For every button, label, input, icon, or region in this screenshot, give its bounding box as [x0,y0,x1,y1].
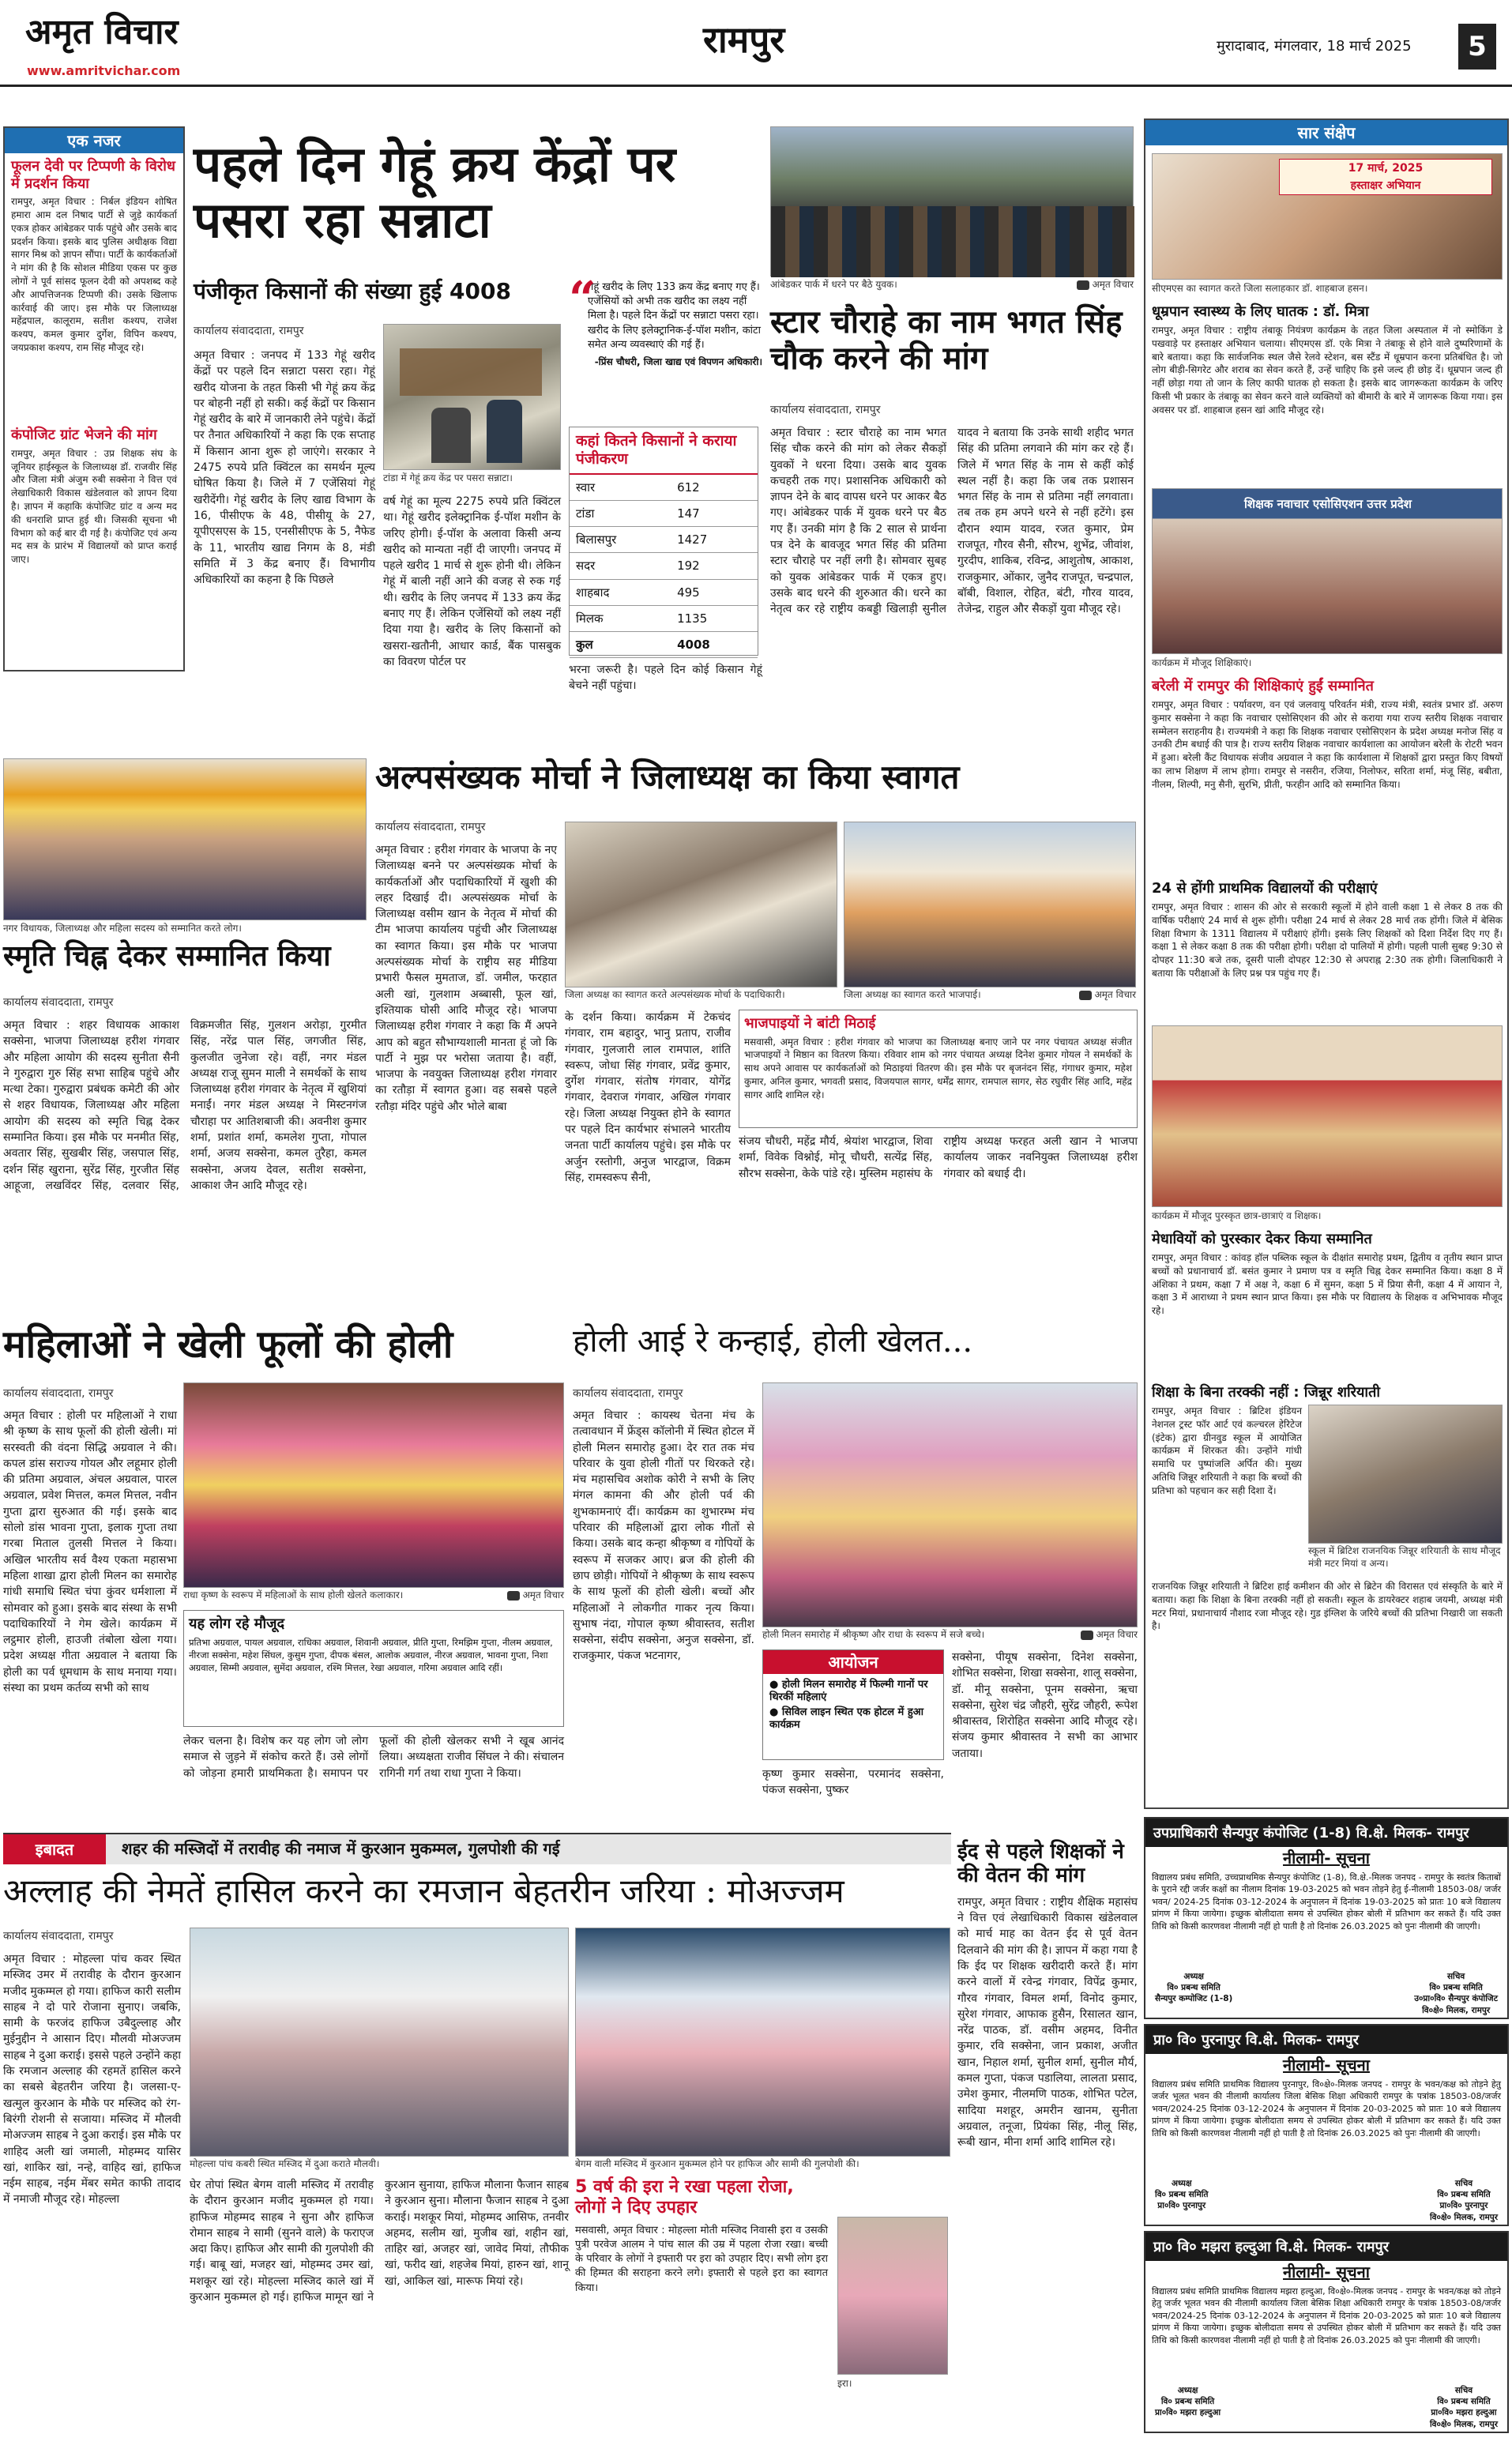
byline: कार्यालय संवाददाता, रामपुर [194,325,304,337]
notice-signatures [1145,2176,1507,2225]
notice-text: विद्यालय प्रबंध समिति प्राथमिक विद्यालय मझरा हल्दुआ, वि०क्षे०-मिलक जनपद - रामपुर के भवन/कक्ष को तोड़ने हेतु जर्जर भूलत भवन की नीलामी कार्यालय जिला बेसिक शिक्षा अधिकारी रामपुर के पत्रांक 18503-08/जर्जर भवन/2024-25 दिनांक 03-12-2024 के अनुपालन में दिनांक 20-03-2025 को प्रातः 10 बजे विद्यालय प्रांगण में किया जायेगा। इच्छुक बोलीदाता समय से उपस्थित होकर बोली में प्रतिभाग कर सकते हैं। यदि उक्त तिथि को किसी कारणवश नीलामी नहीं हो पाती है तो दिनांक 26.03.2025 को पुनः नीलामी की जाएगी। [1152,2286,1501,2345]
ek-nazar-box [3,126,185,671]
brief-text: राजनयिक जिन्नूर शरियाती ने ब्रिटिश हाई कमीशन की ओर से ब्रिटेन की विरासत एवं संस्कृति के बारे में बताया। कहा कि शिक्षा के बिना तरक्की नहीं हो सकती। स्कूल के डायरेक्टर शहाब जयमी, अध्यक्ष मंत्री मटर मियां, प्रधानाचार्य नौशाद रजा मौजूद रहे। गुड इंग्लिश के जरिये बच्चों की प्रतिभा निखारी जा सकती है। [1152,1581,1503,1632]
brief-title: मेधावियों को पुरस्कार देकर किया सम्मानित [1152,1231,1372,1247]
table-row [570,579,758,605]
notice-text: विद्यालय प्रबंध समिति, उच्चप्राथमिक सैन्यपुर कंपोजिट (1-8), वि.क्षे.-मिलक जनपद - रामपुर के स्वतंत्र किताबों के पुराने रद्दी जर्जर कक्षों का नीलाम दिनांक 19-03-2025 को भवन तोड़ने हेतु ई-नीलामी 18503-08/ जर्जर भवन/ 2024-25 दिनांक 03-12-2024 के अनुपालन में दिनांक 19-03-2025 को प्रातः 10 बजे विद्यालय प्रांगण में किया जायेगा। इच्छुक बोलीदाता समय से उपस्थित होकर बोली में प्रतिभाग कर सकते हैं। यदि उक्त तिथि को किसी कारणवश नीलामी नहीं हो पाती है तो दिनांक 26.03.2025 को पुनः नीलामी की जाएगी। [1152,1872,1501,1932]
ibadat-tag: इबादत [3,1834,106,1864]
news-brief-text: रामपुर, अमृत विचार : निर्बल इंडियन शोषित हमारा आम दल निषाद पार्टी से जुड़े कार्यकर्ता एकत्र होकर आंबेडकर पार्क पहुंचे और उसके बाद प्रदर्शन किया। इसके बाद पुलिस अधीक्षक विद्या सागर मिश्र को ज्ञापन सौंपा। पार्टी के कार्यकर्ताओं ने मांग की है कि सोशल मीडिया एकस पर कुछ लोगों ने पूर्व सांसद फूलन देवी को अपशब्द कहे और आपत्तिजनक टिप्पणी की। उसके खिलाफ कार्रवाई की जाए। इस मौके पर जिलाध्यक्ष महेंद्रपाल, कालूराम, सतीश कश्यप, राजेश कश्यप, कमल कुमार दुर्गेश, विपिन कश्यप, जयप्रकाश कश्यप, राम सिंह मौजूद रहे। [11,196,177,353]
table-row [570,500,758,526]
brief-text: रामपुर, अमृत विचार : ब्रिटिश इंडियन नेशनल ट्रस्ट फॉर आर्ट एवं कल्चरल हेरिटेज (इंटेक) द्वारा ग्रीनवुड स्कूल में आयोजित कार्यक्रम में शिरकत की। उन्होंने गांधी समाधि पर पुष्पांजलि अर्पित की। मुख्य अतिथि जिन्नूर शरियाती ने कहा कि बच्चों की प्रतिभा को पहचान कर सही दिशा दें। [1152,1405,1302,1496]
auction-notice [1144,2231,1509,2433]
signature-right: सचिव वि० प्रबन्ध समिति उ०प्रा०वि० सैन्यपुर कंपोजिट वि०क्षे० मिलक, रामपुर [1414,1972,1498,2015]
krishna-radha-photo [762,1382,1138,1627]
camera-icon [1081,1631,1093,1640]
quote-author: -प्रिंस चौधरी, जिला खाद्य एवं विपणन अधिकारी। [594,355,762,367]
quote-icon: “ [569,272,596,327]
byline: कार्यालय संवाददाता, रामपुर [573,1387,683,1400]
table-cell: टांडा [570,500,671,526]
notice-text: विद्यालय प्रबंध समिति प्राथमिक विद्यालय पुरनापुर, वि०क्षे०-मिलक जनपद - रामपुर के भवन/कक्ष को तोड़ने हेतु जर्जर भूलत भवन की नीलामी कार्यालय जिला बेसिक शिक्षा अधिकारी रामपुर के पत्रांक 18503-08/जर्जर भवन/2024-25 दिनांक 03-12-2024 के अनुपालन में दिनांक 20-03-2025 को प्रातः 10 बजे विद्यालय प्रांगण में किया जायेगा। इच्छुक बोलीदाता समय से उपस्थित होकर बोली में प्रतिभाग कर सकते हैं। यदि उक्त तिथि को किसी कारणवश नीलामी नहीं हो पाती है तो दिनांक 26.03.2025 को पुनः नीलामी की जाएगी। [1152,2079,1501,2138]
byline: कार्यालय संवाददाता, रामपुर [3,1387,114,1400]
photo-caption: जिला अध्यक्ष का स्वागत करते भाजपाई। [844,989,981,1000]
bjp-welcome-photo [844,822,1136,987]
notice-title: नीलामी- सूचना [1283,2056,1370,2074]
table-cell: स्वार [570,475,671,501]
mosque-gulposhi-photo [575,1928,950,2157]
attendees-list: प्रतिभा अग्रवाल, पायल अग्रवाल, राधिका अग्रवाल, शिवानी अग्रवाल, प्रीति गुप्ता, रिमझिम गुप्ता, नीलम अग्रवाल, नीरजा सक्सेना, महेश सिंघल, कुसुम गुप्ता, दीपक बंसल, आलोक अग्रवाल, नीरज अग्रवाल, भावना गुप्ता, निशा अग्रवाल, सिम्मी अग्रवाल, सुमेंदा अग्रवाल, रश्मि मित्तल, रेखा अग्रवाल, गरिमा अग्रवाल आदि रहीं। [189,1636,553,1673]
banner-date: 17 मार्च, 2025 [1348,162,1424,175]
table-cell: शाहबाद [570,579,671,605]
article-body: सक्सेना, पीयूष सक्सेना, दिनेश सक्सेना, शोभित सक्सेना, शिखा सक्सेना, शालू सक्सेना, डॉ. मीनू सक्सेना, पूनम सक्सेना, ऋचा सक्सेना, सुरेश चंद्र जौहरी, सुरेंद्र जौहरी, रूपेश श्रीवास्तव, शिरोहित सक्सेना आदि मौजूद रहे। संजय कुमार श्रीवास्तव ने सभी का आभार जताया। [952,1651,1138,1760]
news-brief-title: कंपोजिट ग्रांट भेजने की मांग [11,427,157,444]
sar-sankshep-box [1144,118,1509,1809]
table-cell: 4008 [671,632,758,658]
table-row [570,605,758,631]
registration-table-box [569,427,758,656]
article-body: अमृत विचार : जनपद में 133 गेहूं खरीद केंद्रों पर पहले दिन सन्नाटा पसरा रहा। गेहूं खरीद योजना के तहत किसी भी गेहूं क्रय केंद्र पर बोहनी नहीं हो सकी। कई केंद्रों पर किसान गेहूं खरीद के बारे में जानकारी लेने पहुंचे। केंद्रों पर तैनात अधिकारियों ने कहा कि एक सप्ताह में किसान आना शुरू हो जाएंगे। सरकार ने 2475 रुपये प्रति क्विंटल का समर्थन मूल्य घोषित किया है। जिले में 7 एजेंसियां गेहूं खरीदेंगी। गेहूं खरीद के लिए खाद्य विभाग के 16, पीसीएफ के 48, पीसीयू के 27, यूपीएसएस के 15, एनसीसीएफ के 5, नैफेड के 11, भारतीय खाद्य निगम के 8, मंडी समिति में 3 केंद्र बनाए हैं। विभागीय अधिकारियों का कहना है कि पिछले [194,349,375,587]
brief-text: रामपुर, अमृत विचार : पर्यावरण, वन एवं जलवायु परिवर्तन मंत्री, राज्य मंत्री, स्वतंत्र प्रभार डॉ. अरुण कुमार सक्सेना ने कहा कि नवाचार एसोसिएशन की ओर से कराया गया राज्य स्तरीय शिक्षक नवाचार सम्मेलन सराहनीय है। राज्यमंत्री ने कहा कि शिक्षक नवाचार एसोसिएशन के प्रदेश अध्यक्ष मनोज सिंह व उनकी टीम बधाई की पात्र है। राज्य स्तरीय शिक्षक नवाचार कार्यशाला का आयोजन बरेली के रोटरी भवन में हुआ। बरेली कैंट विधायक संजीव अग्रवाल ने कहा कि कार्यशाला में शिक्षकों द्वारा प्रस्तुत किए विषयों का लाभ शिक्षण में लाभ होगा। रामपुर से नसरीन, रजिया, निलोफर, सरिता शर्मा, मंजू सिंह, बबीता, नीलम, शिल्पी, मनु सैनी, सुरभि, प्रीती, फरहीन आदि को सम्मानित किया। [1152,699,1503,790]
notices-column [1144,1817,1509,2441]
protest-photo [770,126,1134,276]
brief-title: भाजपाइयों ने बांटी मिठाई [744,1015,876,1032]
website-link[interactable]: www.amritvichar.com [27,63,181,78]
brief-text: रामपुर, अमृत विचार : कांवड़ हॉल पब्लिक स्कूल के दीक्षांत समारोह प्रथम, द्वितीय व तृतीय स्थान प्राप्त बच्चों को प्रधानाचार्य डॉ. बसंत कुमार ने प्रमाण पत्र व स्मृति चिह्न देकर सम्मानित किया। कक्षा 8 में अंशिका ने प्रथम, कक्षा 7 में अक्ष ने, कक्षा 6 में सुमन, कक्षा 5 में प्रिया सैनी, कक्षा 4 में आयान ने, कक्षा 3 में आराध्या ने प्रथम स्थान प्राप्त किया। इस मौके पर विद्यालय के शिक्षक व अभिभावक मौजूद रहे। [1152,1252,1503,1317]
photo-caption: आंबेडकर पार्क में धरने पर बैठे युवक। [770,279,897,290]
byline: कार्यालय संवाददाता, रामपुर [3,1930,114,1943]
photo-caption: नगर विधायक, जिलाध्यक्ष और महिला सदस्य को सम्मानित करते लोग। [3,923,242,934]
attendees-title: यह लोग रहे मौजूद [189,1616,285,1632]
morcha-welcome-photo [565,822,837,987]
camera-icon [507,1591,520,1601]
signature-left: अध्यक्ष वि० प्रबन्ध समिति सैन्यपुर कम्पोजिट (1-8) [1155,1972,1233,2004]
signature-left: अध्यक्ष वि० प्रबन्ध समिति प्रा०वि० मझरा हल्दुआ [1155,2386,1221,2418]
teachers-award-photo [1152,488,1503,654]
photo-caption: कार्यक्रम में मौजूद पुरस्कृत छात्र-छात्राएं व शिक्षक। [1152,1210,1322,1221]
camera-icon [1079,991,1092,1000]
camera-icon [1077,280,1089,290]
byline: कार्यालय संवाददाता, रामपुर [375,821,486,833]
event-tag: आयोजन [763,1650,943,1674]
flower-holi-photo [183,1382,564,1588]
campaign-photo [1152,153,1503,280]
photo-credit: अमृत विचार [1043,279,1134,292]
article-body: घेर तोपां स्थित बेगम वाली मस्जिद में तरावीह के दौरान कुरआन मजीद मुकम्मल हो गया। हाफिज मोहम्मद साहब ने सुना और हाफिज रोमान साहब ने सामी (सुनने वाले) के फराएज अदा किए। हाफिज और सामी की गुलपोशी की गई। बाबू खां, मजहर खां, मोहम्मद उमर खां, मशकूर खां रहे। मोहल्ला मस्जिद काले खां में कुरआन मुकम्मल हो गई। हाफिज मामून खां ने कुरआन सुनाया, हाफिज मौलाना फैजान साहब ने कुरआन सुना। मौलाना फैजान साहब ने दुआ कराई। मशकूर मियां, मोहम्मद आसिफ, तनवीर अहमद, सलीम खां, मुजीब खां, शहीन खां, ताहिर खां, अजहर खां, जावेद मियां, तौफीक खां, फरीद खां, शहजेब मियां, हारुन खां, शानू खां, आकिल खां, मारूफ मियां रहे। [190,2179,569,2304]
photo-banner: शिक्षक नवाचार एसोसिएशन उत्तर प्रदेश [1244,497,1412,511]
brief-title: 5 वर्ष की इरा ने रखा पहला रोजा, लोगों ने दिए उपहार [575,2177,794,2218]
photo-caption: राधा कृष्ण के स्वरूप में महिलाओं के साथ होली खेलते कलाकार। [183,1589,404,1601]
table-cell: सदर [570,553,671,579]
notice-signatures [1145,2383,1507,2432]
article-body: अमृत विचार : शहर विधायक आकाश सक्सेना, भाजपा जिलाध्यक्ष हरीश गंगवार और महिला आयोग की सदस्य सुनीता सैनी ने गुरुद्वारा गुरु सिंह सभा साहिब पहुंचे और मत्था टेका। गुरुद्वारा प्रबंधक कमेटी की ओर से शहर विधायक, जिलाध्यक्ष और महिला आयोग की सदस्य को स्मृति चिह्न देकर सम्मानित किया। इस मौके पर मनमीत सिंह, अवतार सिंह, सुखबीर सिंह, जसपाल सिंह, दर्शन सिंह खुराना, सुरेंद्र सिंह, गुरजीत सिंह आहूजा, लखविंदर सिंह, दलवार सिंह, विक्रमजीत सिंह, गुलशन अरोड़ा, गुरमीत सिंह, नरेंद्र पाल सिंह, जगजीत सिंह, कुलजीत जुनेजा रहे। वहीं, नगर मंडल अध्यक्ष राजू सुमन माली ने समर्थकों के साथ जिलाध्यक्ष हरीश गंगवार के नेतृत्व में खुशियां मनाईं। नगर मंडल अध्यक्ष ने मिस्टनगंज चौराहा पर आतिशबाजी की। अवनीश कुमार शर्मा, प्रशांत शर्मा, कमलेश गुप्ता, गोपाल शर्मा, अजय सक्सेना, कमल तुरैहा, कमल सक्सेना, अजय देवल, सतीश सक्सेना, आकाश जैन आदि मौजूद रहे। [3,1019,367,1192]
table-cell: 1427 [671,527,758,553]
notice-title: नीलामी- सूचना [1283,1849,1370,1868]
photo-credit: अमृत विचार [1051,1629,1138,1642]
article-body: अमृत विचार : मोहल्ला पांच कवर स्थित मस्जिद उमर में तरावीह के दौरान कुरआन मजीद मुकम्मल हो गया। हाफिज कारी सलीम साहब ने दो पारे रोजाना सुनाए। जबकि, सामी के फरजंद हाफिज उबैदुल्लाह और मुईनुद्दीन ने आसान दिए। मौलवी मोअज्जम साहब ने दुआ कराई। इससे पहले उन्होंने कहा कि रमजान अल्लाह की रहमतें हासिल करने का सबसे बेहतरीन जरिया है। जलसा-ए-खत्मुल कुरआन के मौके पर मस्जिद को रंग-बिरंगी रोशनी से सजाया। मस्जिद में मौलवी मोअज्जम साहब ने दुआ कराई। इस मौके पर शाहिद अली खां जमाली, मोहम्मद यासिर खां, शाकिर खां, नन्हे, वाहिद खां, हाफिज नईम साहब, नईम मेंबर समेत काफी तादाद में नमाजी मौजूद रहे। मोहल्ला [3,1953,181,2206]
teachers-headline: ईद से पहले शिक्षकों ने की वेतन की मांग [957,1840,1124,1887]
article-body: के दर्शन किया। कार्यक्रम में टेकचंद गंगवार, राम बहादुर, भानु प्रताप, राजीव गंगवार, गुलजारी लाल रामपाल, शांति स्वरूप, जोधा सिंह गंगवार, प्रवेंद्र कुमार, दुर्गेश गंगवार, संतोष गंगवार, योगेंद्र गंगवार, देवराज गंगवार, अखिल गंगवार रहे। जिला अध्यक्ष नियुक्त होने के स्वागत पर पहले दिन कार्यभार संभालने भारतीय जनता पार्टी कार्यालय पहुंचे। इस मौके पर अर्जुन रस्तोगी, अनुज भारद्वाज, विक्रम सिंह, रामस्वरूप सैनी, [565,1011,731,1184]
notice-header: उपप्राधिकारी सैन्यपुर कंपोजिट (1-8) वि.क्षे. मिलक- रामपुर [1145,1819,1507,1847]
article-body: अमृत विचार : हरीश गंगवार के भाजपा के नए जिलाध्यक्ष बनने पर अल्पसंख्यक मोर्चा के कार्यकर्ताओं और पदाधिकारियों में खुशी की लहर दिखाई दी। अल्पसंख्यक मोर्चा के जिलाध्यक्ष वसीम खान के नेतृत्व में मोर्चा की टीम भाजपा कार्यालय पहुंची और जिलाध्यक्ष का स्वागत किया। इस मौके पर भाजपा अल्पसंख्यक मोर्चा के राष्ट्रीय सह मीडिया प्रभारी फैसल मुमताज, डॉ. जमील, फरहात अली खां, गुलशाम अब्बासी, फूल खां, इश्तियाक घोसी आदि मौजूद रहे। भाजपा जिलाध्यक्ष हरीश गंगवार ने कहा कि मैं अपने आप को बहुत सौभाग्यशाली मानता हूं जो कि पार्टी ने मुझ पर भरोसा जताया है। वहीं, भाजपा के नवयुक्त जिलाध्यक्ष हरीश गंगवार का रतौड़ा में स्वागत हुआ। वह सबसे पहले रतौड़ा मंदिर पहुंचे और भोले बाबा [375,844,557,1113]
tribute-headline: स्मृति चिह्न देकर सम्मानित किया [3,940,331,972]
table-row [570,475,758,501]
child-photo [837,2217,948,2375]
event-point: ● सिविल लाइन स्थित एक होटल में हुआ कार्यक्रम [769,1706,924,1731]
ibadat-strip-text: शहर की मस्जिदों में तरावीह की नमाज में कुरआन मुकम्मल, गुलपोशी की गई [122,1839,560,1858]
lead-subhead: पंजीकृत किसानों की संख्या हुई 4008 [194,278,511,304]
brief-title: बरेली में रामपुर की शिक्षिकाएं हुईं सम्मानित [1152,678,1374,694]
newspaper-logo: अमृत विचार [25,12,179,52]
brief-text: मसवासी, अमृत विचार : मोहल्ला मोती मस्जिद निवासी इरा व उसकी पुत्री परवेज आलम ने पांच साल की उम्र में पहला रोजा रखा। बच्ची के परिवार के लोगों ने इफ्तारी पर इरा को उपहार दिए। सभी लोग इरा की हिम्मत की सराहना करने लगे। इफ्तारी से पहले इरा का स्वागत किया। [575,2224,828,2294]
table-row [570,527,758,553]
brief-title: 24 से होंगी प्राथमिक विद्यालयों की परीक्षाएं [1152,880,1378,897]
photo-caption: बेगम वाली मस्जिद में कुरआन मुकम्मल होने पर हाफिज और सामी की गुलपोशी की। [575,2158,859,2169]
official-quote [569,272,762,407]
news-brief-title: फूलन देवी पर टिप्पणी के विरोध में प्रदर्शन किया [11,158,175,192]
table-row [570,632,758,658]
photo-caption: सीएमएस का स्वागत करते जिला सलाहकार डॉ. शाहबाज हसन। [1152,283,1368,294]
table-cell: बिलासपुर [570,527,671,553]
article-body: अमृत विचार : कायस्थ चेतना मंच के तत्वावधान में फ्रेंड्स कॉलोनी में स्थित होटल में होली मिलन समारोह हुआ। देर रात तक मंच परिवार के युवा होली गीतों पर थिरकते रहे। मंच महासचिव अशोक कोरी ने सभी के लिए मंगल कामना की और होली पर्व की शुभकामनाएं दीं। कार्यक्रम का शुभारम्भ मंच परिवार की महिलाओं द्वारा लोक गीतों से किया। उसके बाद कन्हा श्रीकृष्ण व गोपियों के स्वरूप में सजकर आए। ब्रज की होली की छाप छोड़ी। गोपियों ने श्रीकृष्ण के साथ स्वरूप के साथ फूलों की होली खेली। बच्चों और महिलाओं ने लोकगीत गाकर नृत्य किया। सुभाष नंदा, गोपाल कृष्ण श्रीवास्तव, सतीश सक्सेना, संदीप सक्सेना, अनुज सक्सेना, डॉ. राजकुमार, पंकज भटनागर, [573,1409,754,1663]
attendees-box [183,1610,564,1727]
signature-left: अध्यक्ष वि० प्रबन्ध समिति प्रा०वि० पुरनापुर [1155,2179,1209,2211]
prize-ceremony-photo [1152,1025,1503,1207]
photo-caption: टांडा में गेहूं क्रय केंद्र पर पसरा सन्नाटा। [383,472,513,483]
wheat-center-photo [383,324,561,470]
notice-title: नीलामी- सूचना [1283,2263,1370,2281]
news-brief-text: रामपुर, अमृत विचार : उप्र शिक्षक संघ के जूनियर हाईस्कूल के जिलाध्यक्ष डॉ. राजवीर सिंह और जिला मंत्री अंजुम रुबी सक्सेना ने वित्त एवं लेखाधिकारी विकास खंडेलवाल को ज्ञापन दिया है। ज्ञापन में कहाकि कंपोजिट ग्रांट व अन्य मद की धनराशि प्राप्त हुई थी। जिसकी सूचना भी विभाग को कई बार दी गई है। कंपोजिट एवं अन्य मद सत्र के प्रारंभ में विद्यालयों को प्राप्त कराई जाए। [11,447,177,566]
table-cell: कुल [570,632,671,658]
quote-text: गेहूं खरीद के लिए 133 क्रय केंद्र बनाए गए हैं। एजेंसियों को अभी तक खरीद का लक्ष्य नहीं मिला है। पहले दिन केंद्रों पर सन्नाटा पसरा रहा। खरीद के लिए इलेक्ट्रानिक-ई-पॉश मशीन, कांटा समेत अन्य व्यवस्थाएं की गई हैं। [588,281,761,351]
table-cell: 495 [671,579,758,605]
brief-text: रामपुर, अमृत विचार : शासन की ओर से सरकारी स्कूलों में होने वाली कक्षा 1 से लेकर 8 तक की वार्षिक परीक्षाएं 24 मार्च से शुरू होंगी। परीक्षा 24 मार्च से लेकर 28 मार्च तक होंगी। जिले में बेसिक शिक्षा विभाग के 1311 विद्यालय में परीक्षाएं होंगी। इसके लिए शिक्षकों को दिशा निर्देश दिए गए हैं। कक्षा 1 से लेकर कक्षा 8 तक की परीक्षा होगी। परीक्षा दो पालियों में होगी। पहली पाली सुबह 9:30 से दोपहर 11:30 बजे तक, दूसरी पाली दोपहर 12:30 से अपराह्न 2:30 तक होगी। जिलाधिकारी ने बताया कि परीक्षाओं के लिए प्रश्न पत्र पहुंच गए हैं। [1152,901,1503,979]
byline: कार्यालय संवाददाता, रामपुर [3,996,114,1009]
signature-right: सचिव वि० प्रबन्ध समिति प्रा०वि० मझरा हल्दुआ वि०क्षे० मिलक, रामपुर [1429,2386,1498,2429]
brief-title: शिक्षा के बिना तरक्की नहीं : जिन्नूर शरियाती [1152,1384,1381,1401]
minority-headline: अल्पसंख्यक मोर्चा ने जिलाध्यक्ष का किया स्वागत [375,758,960,796]
photo-caption: मोहल्ला पांच कबरी स्थित मस्जिद में दुआ कराते मौलवी। [190,2158,380,2169]
masthead [0,0,1512,87]
bhagat-headline: स्टार चौराहे का नाम भगत सिंह चौक करने की मांग [770,304,1123,377]
auction-notice [1144,2024,1509,2226]
table-cell: 1135 [671,605,758,631]
gurudwara-photo [3,758,367,920]
table-row [570,553,758,579]
notice-signatures [1145,1969,1507,2018]
table-cell: 192 [671,553,758,579]
registration-table [570,475,758,659]
sweets-box [739,1010,1138,1128]
brief-text: मसवासी, अमृत विचार : हरीश गंगवार को भाजपा का जिलाध्यक्ष बनाए जाने पर नगर पंचायत अध्यक्ष संजीत भाजपाइयों ने मिष्ठान का वितरण किया। रविवार शाम को नगर पंचायत अध्यक्ष दिनेश कुमार गोयल ने समर्थकों के साथ अपने आवास पर कार्यकर्ताओं को मिठाइयां वितरण की। इस मौके पर बृजनंदन सिंह, गंगाधर कुमार, महेश कुमार, अनिल कुमार, भगवती प्रसाद, विजयपाल सागर, धर्मेंद्र सागर, रामपाल सागर, सेठ रघुवीर सिंह आदि, महेंद्र सागर आदि शामिल रहे। [744,1036,1132,1100]
table-title: कहां कितने किसानों ने कराया पंजीकरण [570,427,758,475]
brief-text: रामपुर, अमृत विचार : राष्ट्रीय तंबाकू नियंत्रण कार्यक्रम के तहत जिला अस्पताल में नो स्मोकिंग डे पखवाड़े पर हस्ताक्षर अभियान चलाया। सीएमएस डॉ. एके मित्रा ने तंबाकू से होने वाले दुष्परिणामों के बारे बताया। कहा कि सार्वजनिक स्थल जैसे रेलवे स्टेशन, बस स्टैंड में धूम्रपान करना प्रतिबंधित है। जो लोग बीड़ी-सिगरेट और शराब का सेवन करते हैं, उन्हें चाहिए कि इसे जल्द ही छोड़ दें। धूम्रपान जल्द ही नहीं छोड़ा गया तो जान के लिए काफी घातक हो सकता है। इसके बाद जागरूकता कार्यक्रम के जरिए किसी भी प्रकार के तंबाकू का सेवन करने वाले व्यक्तियों को बीमारी के बारे में जागरूक किया गया। इस अवसर पर डॉ. शाहबाज हसन खां आदि मौजूद रहे। [1152,325,1503,416]
ibadat-headline: अल्लाह की नेमतें हासिल करने का रमजान बेहतरीन जरिया : मोअज्जम [3,1871,844,1910]
first-roza-box [575,2177,950,2438]
page-number: 5 [1458,24,1496,70]
article-body: कृष्ण कुमार सक्सेना, परमानंद सक्सेना, पंकज सक्सेना, पुष्कर [762,1768,944,1797]
city-name: रामपुर [703,18,785,61]
photo-caption: जिला अध्यक्ष का स्वागत करते अल्पसंख्यक मोर्चा के पदाधिकारी। [565,989,785,1000]
photo-credit: अमृत विचार [483,1589,564,1602]
notice-header: प्रा० वि० मझरा हल्दुआ वि.क्षे. मिलक- रामपुर [1145,2232,1507,2261]
photo-caption: स्कूल में ब्रिटिश राजनयिक जिन्नूर शरियाती के साथ मौजूद मंत्री मटर मियां व अन्य। [1308,1545,1501,1569]
event-box [762,1649,944,1760]
photo-credit: अमृत विचार [1043,989,1136,1002]
article-body: अमृत विचार : स्टार चौराहे का नाम भगत सिंह चौक करने की मांग को लेकर सैकड़ों युवकों ने धरना दिया। उसके बाद युवक कचहरी तक गए। प्रशासनिक अधिकारी को ज्ञापन देने के बाद वापस धरने पर आकर बैठ गए। आंबेडकर पार्क में युवक धरने पर बैठ गए हैं। उनकी मांग है कि 2 साल से प्रार्थना पत्र देने के बावजूद भगत सिंह की प्रतिमा स्टार चौराहे पर नहीं लगी है। सोमवार सुबह को युवक आंबेडकर पार्क में एकत्र हुए। उसके बाद धरने की शुरुआत की। धरने का नेतृत्व कर रहे राष्ट्रीय कबड्डी खिलाड़ी सुनील यादव ने बताया कि उनके साथी शहीद भगत सिंह की प्रतिमा लगवाने की मांग कर रहे हैं। जिले में भगत सिंह के नाम से कहीं कोई स्थल नहीं है। कहा कि जब तक प्रशासन भगत सिंह के नाम से प्रतिमा नहीं लगवाता। तब तक हम अपने धरने से नहीं हटेंगे। इस दौरान श्याम यादव, रजत कुमार, प्रेम राजपूत, गौरव सैनी, सौरभ, शुभेंद्र, जीवांश, गुरदीप, शाकिब, रविन्द्र, आशुतोष, आकाश, राजकुमार, ओंकार, जुनैद राजपूत, चन्द्रपाल, बॉबी, विशाल, रोहित, बंटी, गौरव यादव, तेजेन्द्र, राहुल और सैकड़ों युवा मौजूद रहे। [770,427,1134,616]
brief-title: धूम्रपान स्वास्थ्य के लिए घातक : डॉ. मित्रा [1152,303,1369,320]
article-body: भरना जरूरी है। पहले दिन कोई किसान गेहूं बेचने नहीं पहुंचा। [569,664,762,693]
photo-caption: इरा। [837,2378,852,2389]
table-cell: 612 [671,475,758,501]
article-body: अमृत विचार : होली पर महिलाओं ने राधा श्री कृष्ण के साथ फूलों की होली खेली। मां सरस्वती की वंदना सिद्धि अग्रवाल ने की। कपल डांस सराज्य गोयल और लहूमार होली की प्रतिमा अग्रवाल, अंचल अग्रवाल, पारल अग्रवाल, प्रवेश मित्तल, कमल मित्तल, नवीन गुप्ता द्वारा सुरुआत की गई। इसके बाद सोलो डांस भावना गुप्ता, इलाक गुप्ता तथा गरबा मिताल तुलसी मित्तल ने किया। अखिल भारतीय सर्व वैश्य एकता महासभा महिला शाखा द्वारा होली मिलन का समारोह गांधी समाधि स्थित चंपा कुंवर धर्मशाला में सोमवार को हुआ। इसके बाद संस्था के सभी पदाधिकारियों ने गेम खेले। कार्यक्रम में लट्ठमार होली, हाउजी तंबोला खेला गया। प्रदेश अध्यक्ष गीता अग्रवाल ने बताया कि होली का पर्व धूमधाम के साथ मनाया गया। संस्था का प्रथम कर्तव्य सभी को साथ [3,1409,177,1695]
holi-women-headline: महिलाओं ने खेली फूलों की होली [3,1322,453,1367]
table-cell: मिलक [570,605,671,631]
auction-notice [1144,1817,1509,2019]
notice-header: प्रा० वि० पुरनापुर वि.क्षे. मिलक- रामपुर [1145,2026,1507,2054]
lead-headline: पहले दिन गेहूं क्रय केंद्रों पर पसरा रहा सन्नाटा [194,135,676,250]
byline: कार्यालय संवाददाता, रामपुर [770,404,881,416]
article-body: लेकर चलना है। विशेष कर यह लोग जो लोग समाज से जुड़ने में संकोच करते हैं। उसे लोगों को जोड़ना हमारी प्राथमिकता है। समापन पर फूलों की होली खेलकर सभी ने खूब आनंद लिया। अध्यक्षता राजीव सिंघल ने की। संचालन रागिनी गर्ग तथा राधा गुप्ता ने किया। [183,1735,564,1780]
holi-song-headline: होली आई रे कन्हाई, होली खेलत... [573,1323,973,1360]
mosque-dua-photo [190,1928,569,2157]
article-body: संजय चौधरी, महेंद्र मौर्य, श्रेयांश भारद्वाज, शिवा शर्मा, विवेक विश्नोई, मोनू चौधरी, सत्येंद्र सिंह, सौरभ सक्सेना, केके पांडे रहे। मुस्लिम महासंघ के राष्ट्रीय अध्यक्ष फरहत अली खान ने भाजपा कार्यालय जाकर नवनियुक्त जिलाध्यक्ष हरीश गंगवार को बधाई दी। [739,1135,1138,1180]
event-point: ● होली मिलन समारोह में फिल्मी गानों पर थिरकीं महिलाएं [769,1679,928,1703]
banner-text: हस्ताक्षर अभियान [1350,179,1421,192]
signature-right: सचिव वि० प्रबन्ध समिति प्रा०वि० पुरनापुर वि०क्षे० मिलक, रामपुर [1429,2179,1498,2222]
ibadat-strip [3,1833,951,1864]
ek-nazar-tag: एक नजर [5,128,183,153]
diplomat-photo [1308,1405,1503,1544]
table-cell: 147 [671,500,758,526]
photo-caption: होली मिलन समारोह में श्रीकृष्ण और राधा के स्वरूप में सजे बच्चे। [762,1629,985,1640]
sar-sankshep-tag: सार संक्षेप [1145,120,1507,145]
article-body: रामपुर, अमृत विचार : राष्ट्रीय शैक्षिक महासंघ ने वित्त एवं लेखाधिकारी विकास खंडेलवाल को मार्च माह का वेतन ईद से पूर्व वेतन दिलवाने की मांग की है। ज्ञापन में कहा गया है कि ईद पर शिक्षक खरीदारी करते हैं। मांग करने वालों में रवेन्द्र गंगवार, विपेंद्र कुमार, गौरव गंगवार, विमल शर्मा, विनोद कुमार, सुरेश गंगवार, आफाक हुसैन, रिसालत खान, नरेंद्र पाठक, डॉ. वसीम अहमद, विनीत कुमार, रवि सक्सेना, जान प्रकाश, अजीत खान, निहाल शर्मा, सुनील शर्मा, सुनील मौर्य, कमल गुप्ता, पंकज पडालिया, लालता प्रसाद, उमेश कुमार, नीलमणि पाठक, शोभित पटेल, सादिया मशहूर, अमरीन खानम, सुनीता अग्रवाल, तनूजा, प्रियंका सिंह, नीलू सिंह, रूबी खान, मीना शर्मा आदि शामिल रहे। [957,1895,1138,2150]
dateline: मुरादाबाद, मंगलवार, 18 मार्च 2025 [1217,38,1412,55]
photo-caption: कार्यक्रम में मौजूद शिक्षिकाएं। [1152,657,1252,668]
article-body: वर्ष गेहूं का मूल्य 2275 रुपये प्रति क्विंटल था। गेहूं खरीद इलेक्ट्रानिक ई-पॉश मशीन के जरिए होगी। ई-पॉश के अलावा किसी अन्य खरीद को मान्यता नहीं दी जाएगी। जनपद में पहले खरीद 1 मार्च से शुरू होनी थी। लेकिन गेहूं में बाली नहीं आने की वजह से रुक गई थी। खरीद के लिए जनपद में 133 क्रय केंद्र बनाए गए हैं। लेकिन एजेंसियों को लक्ष्य नहीं दिया गया है। खरीद के लिए किसानों को खसरा-खतौनी, आधार कार्ड, बैंक पासबुक का विवरण पोर्टल पर [383,495,561,668]
teachers-salary-story [957,1841,1138,2441]
